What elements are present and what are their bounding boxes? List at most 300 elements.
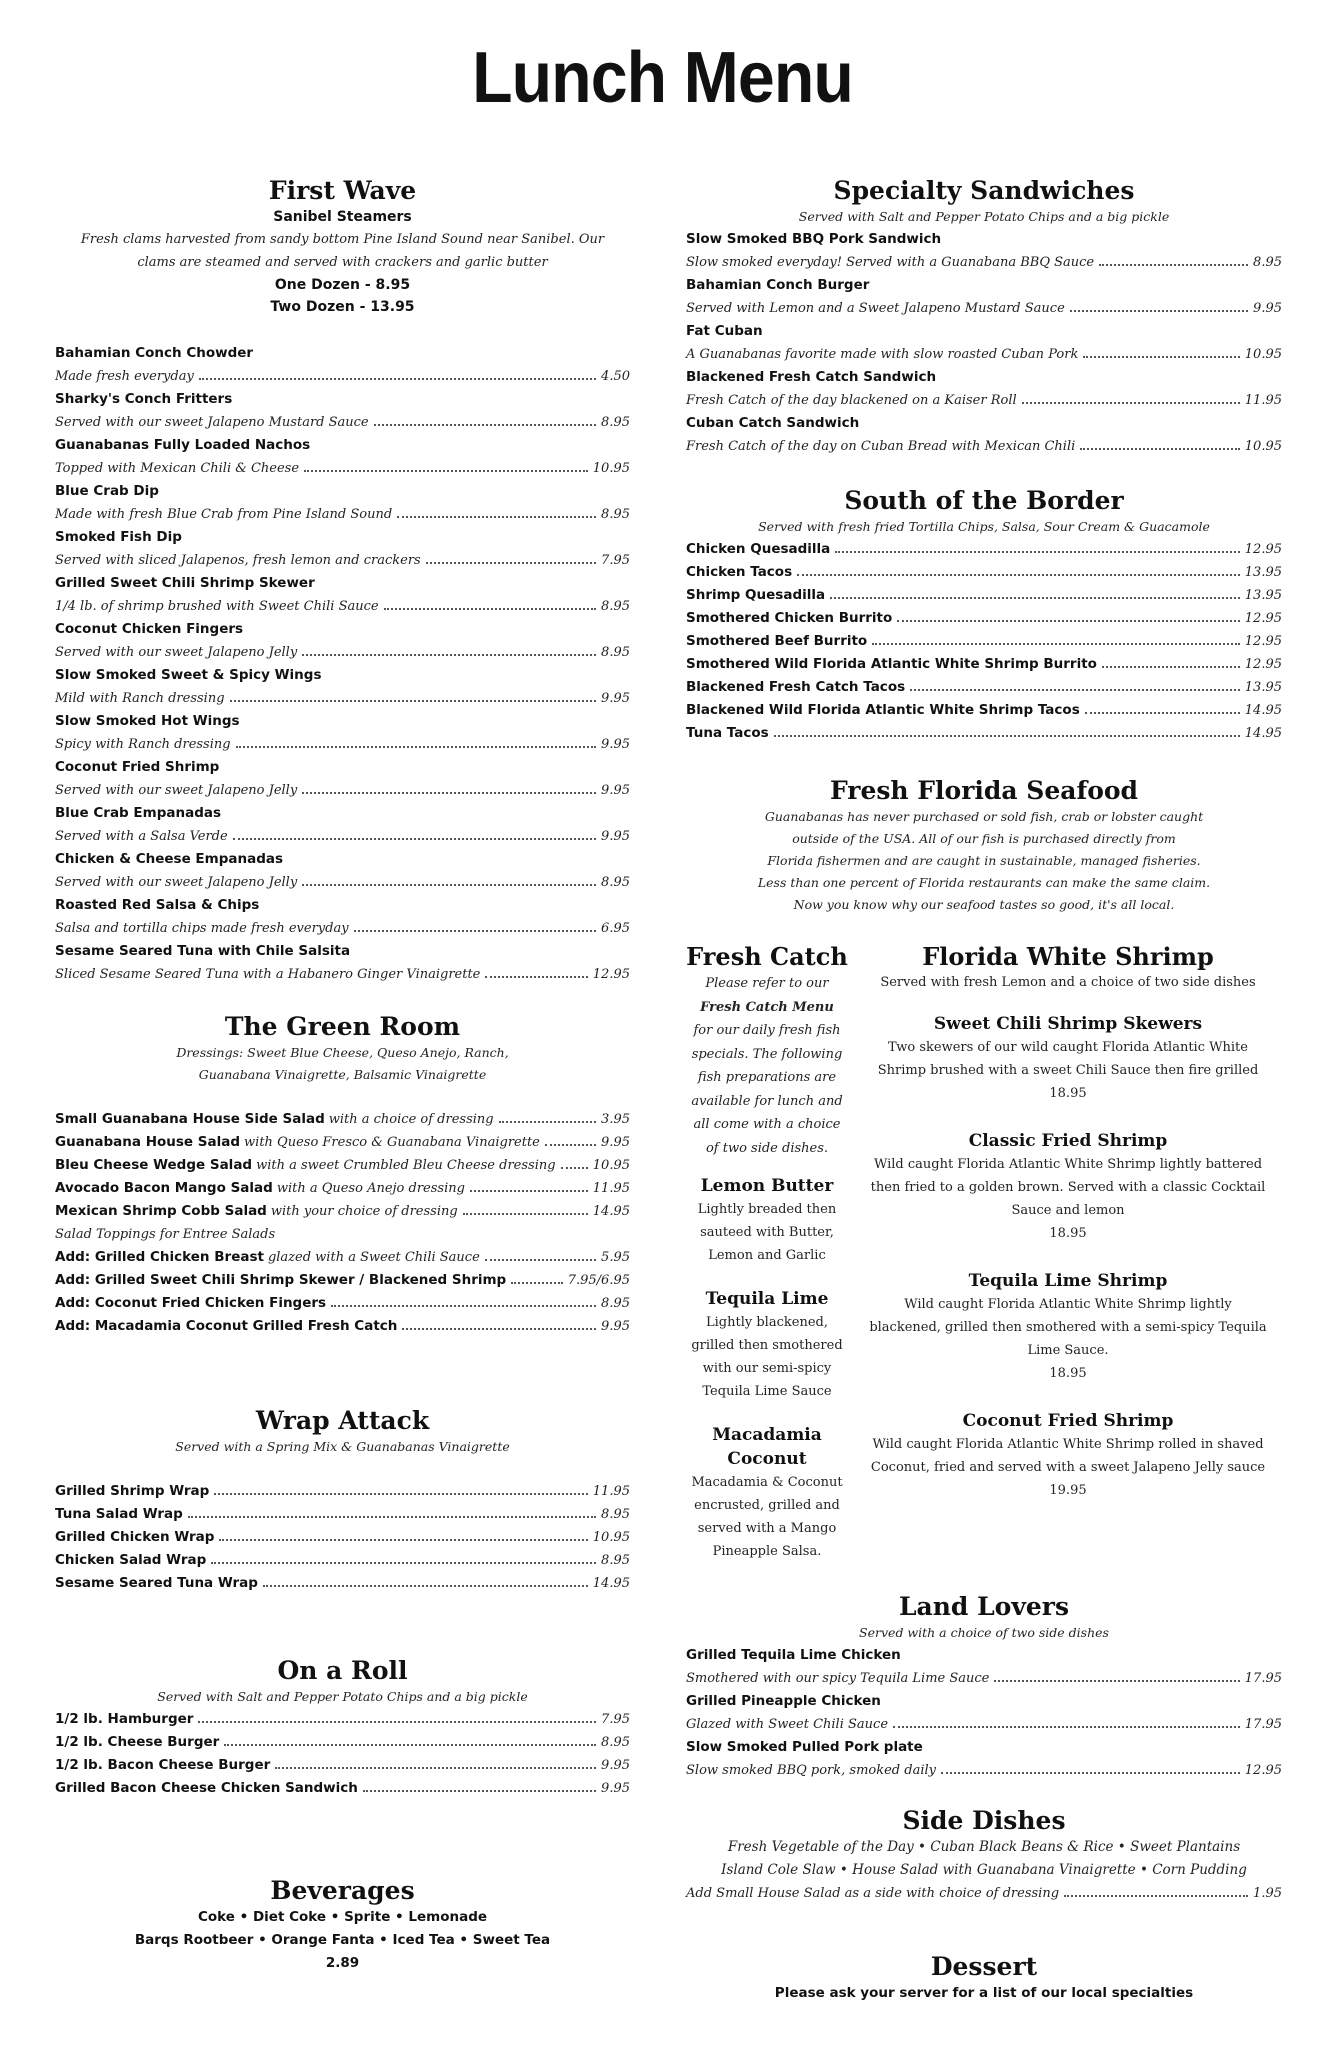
- item-name: Blackened Fresh Catch Sandwich: [686, 369, 937, 385]
- item-name: 1/2 lb. Bacon Cheese Burger: [55, 1757, 271, 1773]
- menu-item: [686, 584, 1282, 607]
- section-subtitle: Served with fresh fried Tortilla Chips, Salsa, Sour Cream & Guacamole: [758, 519, 1210, 534]
- item-desc: Mild with Ranch dressing: [55, 691, 225, 706]
- item-price: 9.95: [601, 1781, 630, 1796]
- item-price: 9.95: [601, 1758, 630, 1773]
- item-row: [55, 503, 630, 526]
- item-name: Smothered Chicken Burrito: [686, 610, 893, 626]
- section-subtitle: Served with fresh Lemon and a choice of two side dishes: [880, 975, 1256, 990]
- dot-leader: [374, 424, 596, 426]
- section-heading: Side Dishes: [902, 1806, 1066, 1835]
- item-row: [55, 595, 630, 618]
- item-price: 8.95: [601, 507, 630, 522]
- item-desc: Served with our sweet Jalapeno Jelly: [55, 875, 298, 890]
- item-name: Bahamian Conch Chowder: [55, 345, 254, 361]
- item-name: Guanabanas Fully Loaded Nachos: [55, 437, 311, 453]
- menu-item: [55, 1154, 630, 1177]
- dot-leader: [302, 654, 596, 656]
- menu-item: [55, 342, 630, 388]
- menu-item: [55, 894, 630, 940]
- dessert-note: Please ask your server for a list of our local specialties: [774, 1985, 1194, 2001]
- menu-item: [686, 653, 1282, 676]
- item-row: [55, 825, 630, 848]
- menu-item: [55, 848, 630, 894]
- item-name: Bahamian Conch Burger: [686, 277, 870, 293]
- item-desc: Fresh Catch of the day on Cuban Bread with Mexican Chili: [686, 439, 1076, 454]
- item-name: Slow Smoked Hot Wings: [55, 713, 240, 729]
- item-price: 11.95: [592, 1484, 630, 1499]
- item-price: 7.95: [601, 553, 630, 568]
- menu-item: [686, 561, 1282, 584]
- item-row: [686, 1713, 1282, 1736]
- specialty-sandwiches-section: [686, 176, 1282, 458]
- item-row: [686, 297, 1282, 320]
- on-a-roll-list: [55, 1708, 630, 1800]
- menu-item: [686, 412, 1282, 458]
- menu-item: [55, 388, 630, 434]
- beverages-line: Barqs Rootbeer • Orange Fanta • Iced Tea • Sweet Tea: [134, 1932, 551, 1948]
- item-price: 12.95: [1244, 657, 1282, 672]
- dot-leader: [211, 1562, 596, 1564]
- seafood-note-line: Guanabanas has never purchased or sold fish, crab or lobster caught: [764, 809, 1204, 824]
- shrimp-price: 18.95: [1049, 1086, 1087, 1101]
- item-price: 10.95: [1244, 347, 1282, 362]
- item-price: 8.95: [601, 1296, 630, 1311]
- dessert-section: [686, 1952, 1282, 2004]
- section-heading: Specialty Sandwiches: [833, 176, 1135, 205]
- item-name: Smoked Fish Dip: [55, 529, 182, 545]
- beverages-price: 2.89: [325, 1955, 360, 1971]
- seafood-note-line: Now you know why our seafood tastes so good, it's all local.: [793, 897, 1175, 912]
- green-room-addons: [55, 1246, 630, 1338]
- dot-leader: [426, 562, 596, 564]
- dot-leader: [198, 1721, 596, 1723]
- item-desc: A Guanabanas favorite made with slow roasted Cuban Pork: [686, 347, 1079, 362]
- item-name: Cuban Catch Sandwich: [686, 415, 860, 431]
- section-subtitle: Served with Salt and Pepper Potato Chips and a big pickle: [157, 1689, 528, 1704]
- fresh-catch-prep: [686, 1423, 848, 1563]
- section-heading: Land Lovers: [898, 1592, 1070, 1621]
- menu-item: [55, 940, 630, 986]
- green-room-section: [55, 1012, 630, 1338]
- item-price: 9.95: [601, 1319, 630, 1334]
- dot-leader: [1102, 666, 1240, 668]
- item-desc: Served with our sweet Jalapeno Mustard Sauce: [55, 415, 369, 430]
- on-a-roll-section: [55, 1656, 630, 1800]
- item-price: 3.95: [601, 1112, 630, 1127]
- item-price: 10.95: [592, 1530, 630, 1545]
- dot-leader: [397, 516, 596, 518]
- section-heading: Dessert: [930, 1952, 1038, 1981]
- menu-item: [55, 1572, 630, 1595]
- item-name: Shrimp Quesadilla: [686, 587, 826, 603]
- shrimp-item: [868, 1269, 1268, 1385]
- dot-leader: [199, 378, 596, 380]
- seafood-note-line: Florida fishermen and are caught in sustainable, managed fisheries.: [767, 853, 1201, 868]
- menu-item: [686, 699, 1282, 722]
- item-price: 17.95: [1244, 1717, 1282, 1732]
- seafood-note-line: Less than one percent of Florida restaurants can make the same claim.: [757, 875, 1211, 890]
- dot-leader: [402, 1328, 596, 1330]
- menu-item: [55, 1526, 630, 1549]
- page-title: Lunch Menu: [472, 38, 853, 118]
- menu-item: [55, 434, 630, 480]
- shrimp-desc: Wild caught Florida Atlantic White Shrimp rolled in shaved Coconut, fried and served with a sweet Jalapeno Jelly sauce: [870, 1437, 1266, 1475]
- item-price: 11.95: [592, 1181, 630, 1196]
- item-name: Grilled Shrimp Wrap: [55, 1483, 210, 1499]
- sides-line: Fresh Vegetable of the Day • Cuban Black Beans & Rice • Sweet Plantains: [727, 1839, 1241, 1855]
- beverages-line: Coke • Diet Coke • Sprite • Lemonade: [197, 1909, 488, 1925]
- item-row: [55, 779, 630, 802]
- section-heading: South of the Border: [844, 486, 1124, 515]
- item-desc: Served with our sweet Jalapeno Jelly: [55, 645, 298, 660]
- prep-name: Tequila Lime: [705, 1289, 829, 1309]
- dot-leader: [263, 1585, 588, 1587]
- menu-item: [55, 618, 630, 664]
- sides-addon-row: Add Small House Salad as a side with choice of dressing 1.95: [686, 1886, 1282, 1901]
- menu-item: [55, 1269, 630, 1292]
- item-name: Blackened Wild Florida Atlantic White Shrimp Tacos: [686, 702, 1080, 718]
- item-name: Tuna Salad Wrap: [55, 1506, 183, 1522]
- dot-leader: [910, 689, 1240, 691]
- item-name: Coconut Fried Shrimp: [55, 759, 220, 775]
- item-row: [55, 917, 630, 940]
- item-row: [55, 963, 630, 986]
- dot-leader: [470, 1190, 588, 1192]
- prep-desc: Lightly blackened, grilled then smothered with our semi-spicy Tequila Lime Sauce: [691, 1315, 843, 1399]
- menu-item: [686, 676, 1282, 699]
- dot-leader: [302, 792, 596, 794]
- shrimp-name: Tequila Lime Shrimp: [968, 1271, 1168, 1291]
- section-subtitle: Served with Salt and Pepper Potato Chips and a big pickle: [798, 209, 1170, 224]
- item-price: 8.95: [601, 599, 630, 614]
- section-subtitle: Guanabana Vinaigrette, Balsamic Vinaigrette: [198, 1067, 487, 1082]
- menu-item: [686, 274, 1282, 320]
- item-desc: Served with Lemon and a Sweet Jalapeno Mustard Sauce: [686, 301, 1065, 316]
- section-heading: Fresh Catch: [686, 942, 848, 971]
- menu-item: [55, 1315, 630, 1338]
- fresh-catch-note: [686, 972, 848, 1160]
- note-text: Please refer to our: [705, 976, 829, 991]
- menu-item: [55, 572, 630, 618]
- item-row: [686, 1667, 1282, 1690]
- menu-item: [55, 1549, 630, 1572]
- item-price: 8.95: [601, 875, 630, 890]
- item-name: Grilled Chicken Wrap: [55, 1529, 215, 1545]
- item-row: [55, 411, 630, 434]
- section-heading: Fresh Florida Seafood: [829, 776, 1139, 805]
- item-desc: Smothered with our spicy Tequila Lime Sauce: [686, 1671, 990, 1686]
- seafood-section: [686, 776, 1282, 916]
- item-price: 9.95: [601, 691, 630, 706]
- item-name: Blue Crab Empanadas: [55, 805, 222, 821]
- item-row: [55, 457, 630, 480]
- item-price: 17.95: [1244, 1671, 1282, 1686]
- item-desc: Topped with Mexican Chili & Cheese: [55, 461, 300, 476]
- item-name: 1/2 lb. Cheese Burger: [55, 1734, 220, 1750]
- item-name: Sharky's Conch Fritters: [55, 391, 233, 407]
- menu-item: [55, 1177, 630, 1200]
- item-price: 8.95: [601, 645, 630, 660]
- item-price: 10.95: [592, 461, 630, 476]
- note-text: for our daily fresh fish specials. The following fish preparations are available for lunch and all come with a choice of two side dishes.: [691, 1023, 843, 1156]
- item-row: [686, 435, 1282, 458]
- green-room-list: [55, 1108, 630, 1223]
- dot-leader: [994, 1680, 1239, 1682]
- item-row: [55, 733, 630, 756]
- land-lovers-list: [686, 1644, 1282, 1782]
- item-price: 9.95: [601, 737, 630, 752]
- item-price: 8.95: [601, 415, 630, 430]
- item-name: Roasted Red Salsa & Chips: [55, 897, 260, 913]
- item-name: Add: Macadamia Coconut Grilled Fresh Catch: [55, 1318, 398, 1334]
- item-price: 12.95: [1244, 634, 1282, 649]
- menu-item: [686, 1690, 1282, 1736]
- dot-leader: [363, 1790, 596, 1792]
- item-desc: Made with fresh Blue Crab from Pine Island Sound: [55, 507, 393, 522]
- menu-item: [55, 1754, 630, 1777]
- side-dishes-section: [686, 1806, 1282, 1905]
- dot-leader: [485, 1259, 596, 1261]
- item-price: 8.95: [1253, 255, 1282, 270]
- menu-item: [55, 1292, 630, 1315]
- menu-item: [686, 1736, 1282, 1782]
- item-price: 10.95: [592, 1158, 630, 1173]
- item-desc: Spicy with Ranch dressing: [55, 737, 231, 752]
- item-desc: Sliced Sesame Seared Tuna with a Habanero Ginger Vinaigrette: [55, 967, 481, 982]
- shrimp-price: 19.95: [1049, 1483, 1087, 1498]
- shrimp-desc: Wild caught Florida Atlantic White Shrimp lightly blackened, grilled then smothered with a semi-spicy Tequila Lime Sauce.: [869, 1297, 1267, 1358]
- first-wave-list: [55, 342, 630, 986]
- item-price: 5.95: [601, 1250, 630, 1265]
- item-name: Grilled Sweet Chili Shrimp Skewer: [55, 575, 315, 591]
- dot-leader: [872, 643, 1240, 645]
- section-subtitle: Served with a Spring Mix & Guanabanas Vinaigrette: [175, 1439, 510, 1454]
- dot-leader: [941, 1772, 1240, 1774]
- shrimp-item: [868, 1129, 1268, 1245]
- menu-item: [55, 1480, 630, 1503]
- item-row: [686, 251, 1282, 274]
- dot-leader: [214, 1493, 588, 1495]
- item-price: 6.95: [601, 921, 630, 936]
- menu-item: [55, 756, 630, 802]
- dot-leader: [275, 1767, 596, 1769]
- dot-leader: [511, 1282, 563, 1284]
- item-desc: Slow smoked BBQ pork, smoked daily: [686, 1763, 936, 1778]
- dot-leader: [219, 1539, 587, 1541]
- menu-item: [55, 1731, 630, 1754]
- dot-leader: [1085, 712, 1240, 714]
- item-price: 9.95: [601, 783, 630, 798]
- menu-item: [55, 710, 630, 756]
- first-wave-section: [55, 176, 630, 986]
- item-price: 11.95: [1244, 393, 1282, 408]
- item-price: 9.95: [1253, 301, 1282, 316]
- menu-item: [686, 607, 1282, 630]
- item-name: Tuna Tacos: [686, 725, 769, 741]
- menu-item: [55, 1108, 630, 1131]
- dot-leader: [830, 597, 1240, 599]
- item-name: Fat Cuban: [686, 323, 763, 339]
- item-row: [55, 549, 630, 572]
- dot-leader: [774, 735, 1240, 737]
- item-name: Guanabana House Salad: [55, 1134, 241, 1150]
- item-name: Chicken Tacos: [686, 564, 793, 580]
- menu-item: [55, 480, 630, 526]
- dot-leader: [485, 976, 587, 978]
- land-lovers-section: [686, 1592, 1282, 1782]
- dot-leader: [354, 930, 596, 932]
- item-desc: with a choice of dressing: [328, 1112, 494, 1127]
- fresh-catch-prep: [686, 1287, 848, 1403]
- item-price: 12.95: [1244, 611, 1282, 626]
- toppings-note: Salad Toppings for Entree Salads: [55, 1227, 276, 1242]
- item-desc: Salsa and tortilla chips made fresh everyday: [55, 921, 349, 936]
- item-name: Sesame Seared Tuna with Chile Salsita: [55, 943, 351, 959]
- dot-leader: [1022, 402, 1240, 404]
- white-shrimp-section: [854, 942, 1282, 1526]
- dot-leader: [797, 574, 1240, 576]
- item-price: 13.95: [1244, 680, 1282, 695]
- prep-desc: Lightly breaded then sauteed with Butter, Lemon and Garlic: [697, 1202, 837, 1263]
- shrimp-price: 18.95: [1049, 1226, 1087, 1241]
- item-name: Smothered Wild Florida Atlantic White Shrimp Burrito: [686, 656, 1097, 672]
- menu-item: [55, 1200, 630, 1223]
- dot-leader: [893, 1726, 1240, 1728]
- item-desc: with a Queso Anejo dressing: [276, 1181, 465, 1196]
- item-name: Coconut Chicken Fingers: [55, 621, 244, 637]
- dot-leader: [224, 1744, 596, 1746]
- dot-leader: [835, 551, 1240, 553]
- dot-leader: [233, 838, 596, 840]
- shrimp-name: Sweet Chili Shrimp Skewers: [933, 1014, 1203, 1034]
- shrimp-desc: Wild caught Florida Atlantic White Shrimp lightly battered then fried to a golden brown. Served with a classic Cocktail Sauce and lemon: [870, 1157, 1266, 1218]
- menu-item: [55, 802, 630, 848]
- section-heading: The Green Room: [224, 1012, 461, 1041]
- item-row: [55, 365, 630, 388]
- item-name: Mexican Shrimp Cobb Salad: [55, 1203, 267, 1219]
- item-name: Small Guanabana House Side Salad: [55, 1111, 325, 1127]
- item-name: Smothered Beef Burrito: [686, 633, 868, 649]
- item-name: Grilled Pineapple Chicken: [686, 1693, 881, 1709]
- section-heading: On a Roll: [277, 1656, 408, 1685]
- item-name: Sesame Seared Tuna Wrap: [55, 1575, 258, 1591]
- item-name: Grilled Tequila Lime Chicken: [686, 1647, 901, 1663]
- item-desc: Served with our sweet Jalapeno Jelly: [55, 783, 298, 798]
- item-price: 8.95: [601, 1735, 630, 1750]
- item-desc: with Queso Fresco & Guanabana Vinaigrette: [244, 1135, 540, 1150]
- item-name: Slow Smoked Pulled Pork plate: [686, 1739, 923, 1755]
- white-shrimp-list: [854, 1012, 1282, 1502]
- item-desc: Slow smoked everyday! Served with a Guanabana BBQ Sauce: [686, 255, 1095, 270]
- sides-line: Island Cole Slaw • House Salad with Guanabana Vinaigrette • Corn Pudding: [721, 1862, 1247, 1878]
- south-border-list: [686, 538, 1282, 745]
- dot-leader: [384, 608, 596, 610]
- item-price: 13.95: [1244, 565, 1282, 580]
- dot-leader: [331, 1305, 596, 1307]
- dot-leader: [230, 700, 597, 702]
- item-row: [55, 687, 630, 710]
- dot-leader: [1083, 356, 1239, 358]
- wrap-attack-list: [55, 1480, 630, 1595]
- item-desc: Made fresh everyday: [55, 369, 194, 384]
- wrap-attack-section: [55, 1406, 630, 1595]
- item-row: [55, 871, 630, 894]
- item-name: Grilled Bacon Cheese Chicken Sandwich: [55, 1780, 358, 1796]
- shrimp-price: 18.95: [1049, 1366, 1087, 1381]
- section-subtitle: Served with a choice of two side dishes: [859, 1625, 1109, 1640]
- dot-leader: [1080, 448, 1239, 450]
- item-name: Add: Grilled Chicken Breast: [55, 1249, 264, 1265]
- shrimp-name: Classic Fried Shrimp: [968, 1131, 1168, 1151]
- item-price: 14.95: [592, 1576, 630, 1591]
- menu-item: [55, 1503, 630, 1526]
- item-name: Avocado Bacon Mango Salad: [55, 1180, 273, 1196]
- item-price: 12.95: [1244, 1763, 1282, 1778]
- item-name: Slow Smoked Sweet & Spicy Wings: [55, 667, 322, 683]
- shrimp-item: [868, 1012, 1268, 1105]
- menu-item: [55, 1708, 630, 1731]
- item-desc: glazed with a Sweet Chili Sauce: [267, 1250, 480, 1265]
- item-name: 1/2 lb. Hamburger: [55, 1711, 194, 1727]
- item-price: 8.95: [601, 1507, 630, 1522]
- dot-leader: [463, 1213, 588, 1215]
- note-menu-name: Fresh Catch Menu: [700, 999, 834, 1015]
- item-name: Chicken Salad Wrap: [55, 1552, 207, 1568]
- section-heading: First Wave: [268, 176, 417, 205]
- section-heading: Florida White Shrimp: [922, 942, 1214, 971]
- dot-leader: [499, 1121, 596, 1123]
- item-price: 14.95: [592, 1204, 630, 1219]
- seafood-note-line: outside of the USA. All of our fish is purchased directly from: [792, 831, 1176, 846]
- shrimp-item: [868, 1409, 1268, 1502]
- item-price: 14.95: [1244, 726, 1282, 741]
- dot-leader: [236, 746, 596, 748]
- item-name: Blue Crab Dip: [55, 483, 159, 499]
- dot-leader: [1099, 264, 1248, 266]
- menu-item: [686, 630, 1282, 653]
- south-border-section: [686, 486, 1282, 745]
- fresh-catch-section: [686, 942, 848, 1583]
- menu-item: [55, 1777, 630, 1800]
- shrimp-desc: Two skewers of our wild caught Florida Atlantic White Shrimp brushed with a sweet Chili Sauce then fire grilled: [877, 1040, 1259, 1078]
- fresh-catch-preps: [686, 1174, 848, 1563]
- dot-leader: [188, 1516, 596, 1518]
- item-name: Bleu Cheese Wedge Salad: [55, 1157, 253, 1173]
- item-name: Add: Grilled Sweet Chili Shrimp Skewer / Blackened Shrimp: [55, 1272, 507, 1288]
- feature-desc: clams are steamed and served with crackers and garlic butter: [137, 255, 548, 270]
- menu-item: [686, 320, 1282, 366]
- shrimp-name: Coconut Fried Shrimp: [962, 1411, 1174, 1431]
- item-desc: 1/4 lb. of shrimp brushed with Sweet Chili Sauce: [55, 599, 379, 614]
- dot-leader: [302, 884, 596, 886]
- beverages-section: [55, 1876, 630, 1975]
- section-heading: Beverages: [270, 1876, 415, 1905]
- dot-leader: [561, 1167, 588, 1169]
- item-row: [686, 389, 1282, 412]
- section-heading: Wrap Attack: [255, 1406, 430, 1435]
- item-name: Add: Coconut Fried Chicken Fingers: [55, 1295, 327, 1311]
- dot-leader: [545, 1144, 596, 1146]
- feature-name: Sanibel Steamers: [273, 209, 412, 225]
- prep-desc: Macadamia & Coconut encrusted, grilled and served with a Mango Pineapple Salsa.: [691, 1475, 843, 1559]
- feature-desc: Fresh clams harvested from sandy bottom Pine Island Sound near Sanibel. Our: [80, 232, 605, 247]
- item-row: [686, 1759, 1282, 1782]
- feature-price: One Dozen - 8.95: [274, 277, 411, 293]
- item-desc: with a sweet Crumbled Bleu Cheese dressing: [256, 1158, 556, 1173]
- feature-price: Two Dozen - 13.95: [270, 299, 415, 315]
- item-name: Chicken & Cheese Empanadas: [55, 851, 284, 867]
